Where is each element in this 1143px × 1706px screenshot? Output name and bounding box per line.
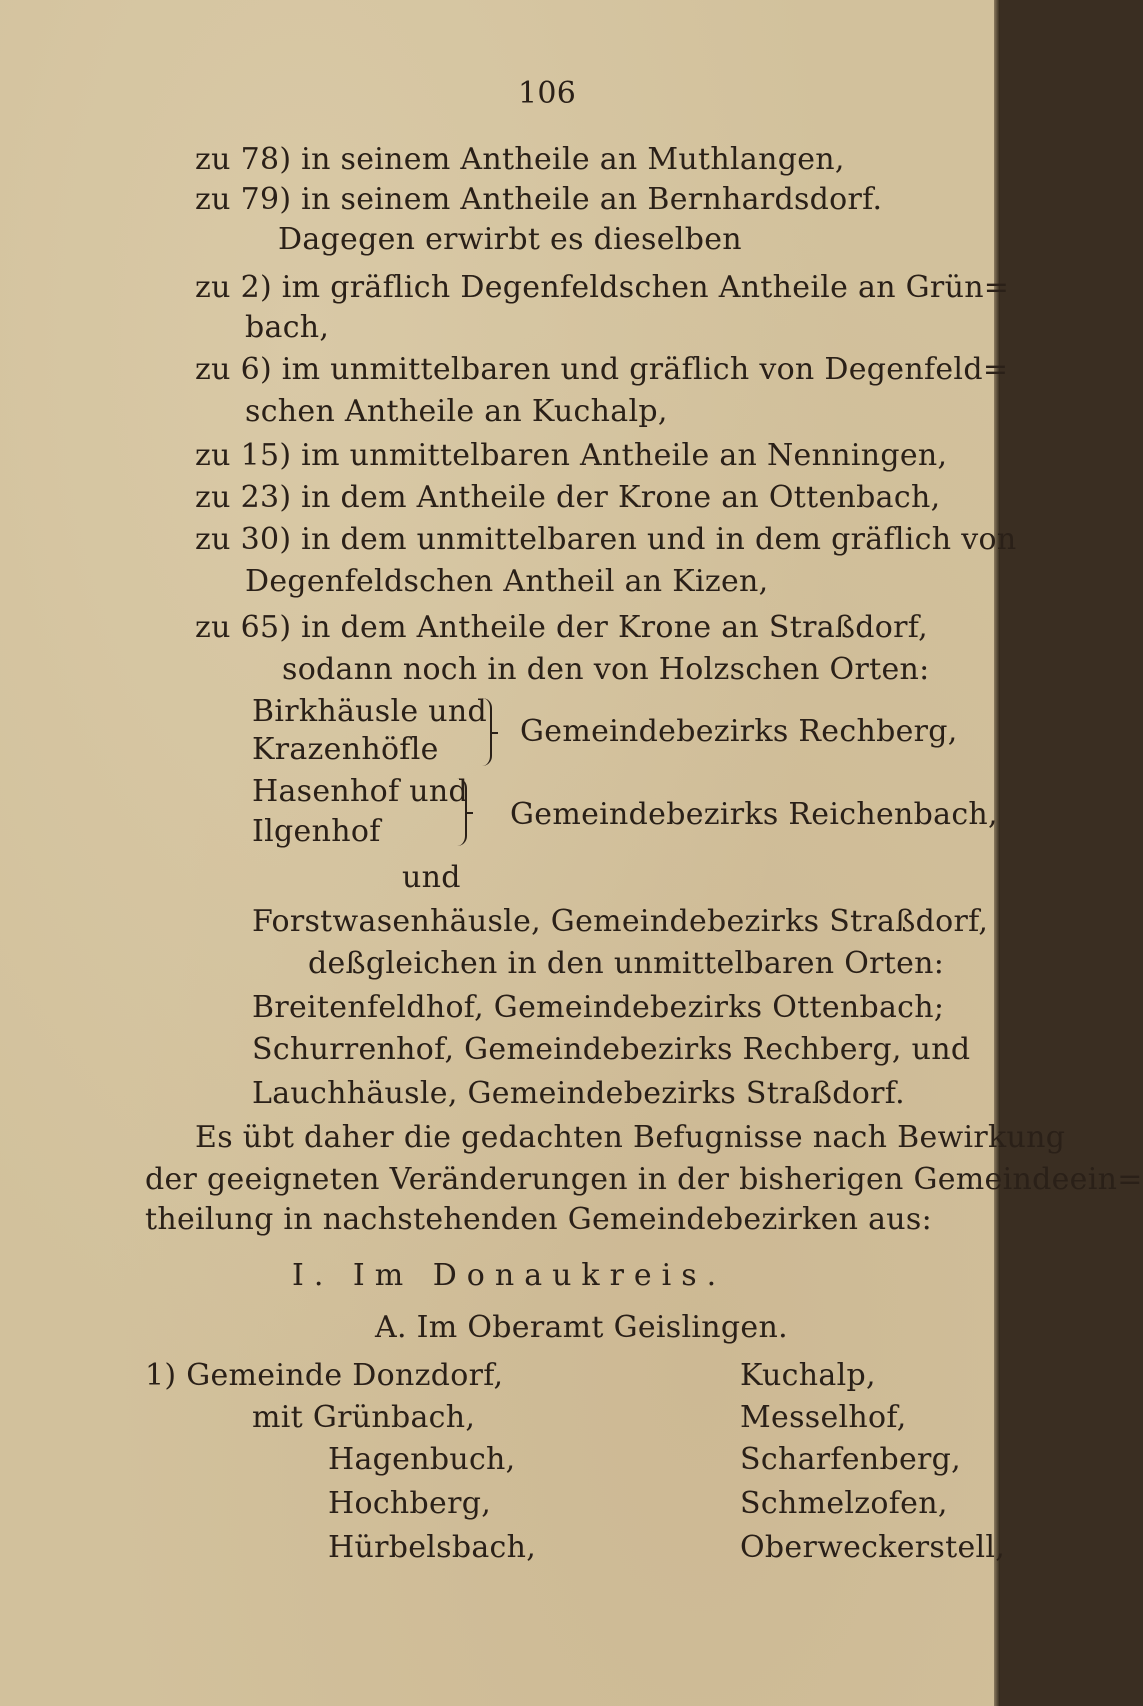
text-line: deßgleichen in den unmittelbaren Orten: [308,946,945,981]
list-right-item: Kuchalp, [740,1358,876,1393]
text-line: Breitenfeldhof, Gemeindebezirks Ottenbach; [252,990,945,1025]
group2-target: Gemeindebezirks Reichenbach, [510,797,998,832]
text-line: zu 15) im unmittelbaren Antheile an Nenningen, [195,438,948,473]
list-left-item: Hochberg, [328,1486,492,1521]
list-left-item: Hürbelsbach, [328,1530,537,1565]
text-line: Schurrenhof, Gemeindebezirks Rechberg, und [252,1032,971,1067]
and-word: und [402,860,461,895]
group1-item: Krazenhöfle [252,732,439,767]
group1-item: Birkhäusle und [252,694,488,729]
text-line: schen Antheile an Kuchalp, [245,394,668,429]
page-edge-shadow [994,0,1000,1706]
text-line: sodann noch in den von Holzschen Orten: [282,652,930,687]
text-line: Lauchhäusle, Gemeindebezirks Straßdorf. [252,1076,905,1111]
text-line: der geeigneten Veränderungen in der bisherigen Gemeindeein= [145,1162,1143,1197]
list-right-item: Messelhof, [740,1400,907,1435]
text-line: theilung in nachstehenden Gemeindebezirken aus: [145,1202,932,1237]
page-number: 106 [518,76,577,111]
list-right-item: Oberweckerstell, [740,1530,1006,1565]
text-line: zu 78) in seinem Antheile an Muthlangen, [195,142,845,177]
group1-brace [480,698,492,766]
text-line: zu 2) im gräflich Degenfeldschen Antheile an Grün= [195,270,1010,305]
text-line: zu 79) in seinem Antheile an Bernhardsdorf. [195,182,883,217]
group2-brace [455,778,467,846]
list-right-item: Schmelzofen, [740,1486,948,1521]
subsection-heading: A. Im Oberamt Geislingen. [375,1310,788,1345]
text-line: bach, [245,310,330,345]
text-line: Degenfeldschen Antheil an Kizen, [245,564,769,599]
text-line: Dagegen erwirbt es dieselben [278,222,742,257]
group1-target: Gemeindebezirks Rechberg, [520,714,958,749]
text-line: zu 65) in dem Antheile der Krone an Straßdorf, [195,610,928,645]
section-heading: I. Im Donaukreis. [292,1258,727,1293]
group2-item: Ilgenhof [252,814,381,849]
text-line: zu 6) im unmittelbaren und gräflich von Degenfeld= [195,352,1009,387]
text-line: Es übt daher die gedachten Befugnisse nach Bewirkung [195,1120,1066,1155]
list-left-item: 1) Gemeinde Donzdorf, [145,1358,504,1393]
text-line: Forstwasenhäusle, Gemeindebezirks Straßdorf, [252,904,989,939]
list-right-item: Scharfenberg, [740,1442,962,1477]
list-left-item: mit Grünbach, [252,1400,476,1435]
text-line: zu 30) in dem unmittelbaren und in dem gräflich von [195,522,1017,557]
list-left-item: Hagenbuch, [328,1442,516,1477]
group2-item: Hasenhof und [252,774,468,809]
text-line: zu 23) in dem Antheile der Krone an Ottenbach, [195,480,941,515]
